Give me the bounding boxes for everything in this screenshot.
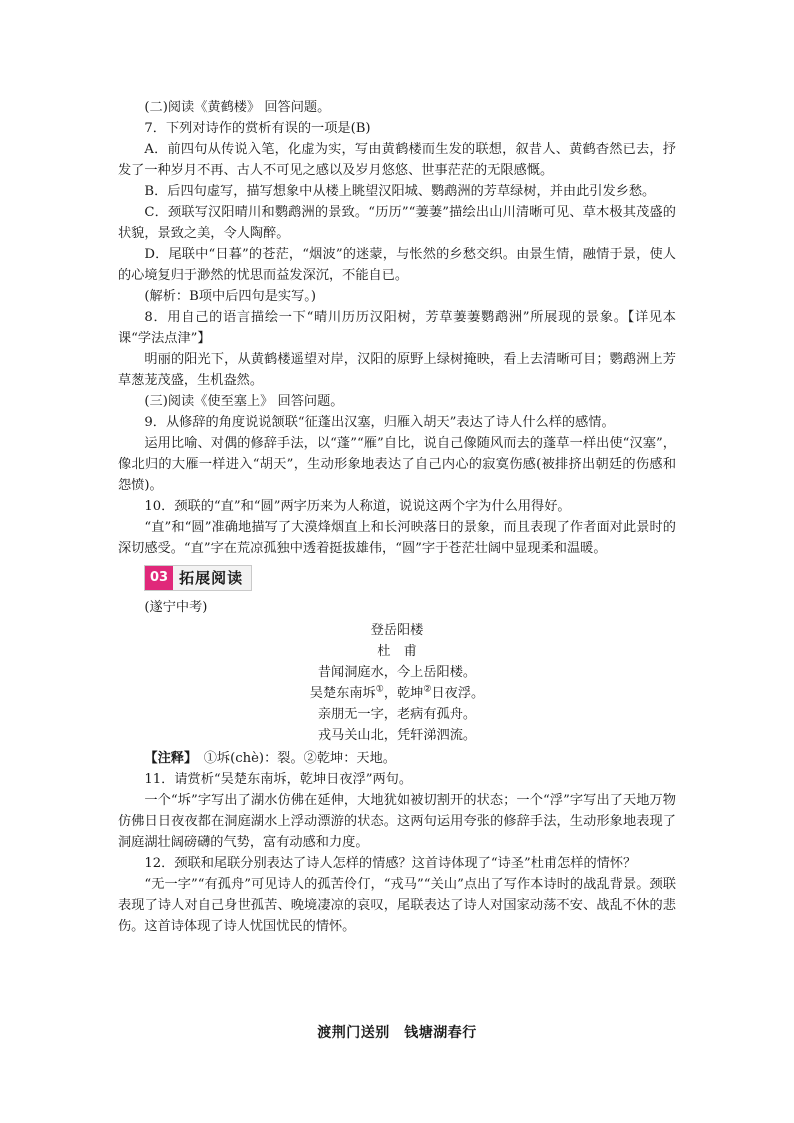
q7-analysis: (解析：B项中后四句是实写。) [144,289,317,304]
answer-12: “无一字”“有孤舟”可见诗人的孤苦伶仃，“戎马”“关山”点出了写作本诗时的战乱背景。颈联表现了诗人对自己身世孤苦、晚境凄凉的哀叹，尾联表达了诗人对国家动荡不安、战乱不休的悲伤。这首诗体现了诗人忧国忧民的情怀。 [118,877,676,934]
question-12: 12．颈联和尾联分别表达了诗人怎样的情感？这首诗体现了“诗圣”杜甫怎样的情怀？ [144,856,637,871]
poem-line-1: 昔闻洞庭水，今上岳阳楼。 [317,665,477,680]
poem-line-2-part-c: 日夜浮。 [431,686,485,701]
badge-number: 03 [145,566,173,590]
poem-line-3: 亲朋无一字，老病有孤舟。 [317,707,477,722]
answer-9: 运用比喻、对偶的修辞手法，以“蓬”“雁”自比，说自己像随风而去的蓬草一样出使“汉塞”，像北归的大雁一样进入“胡天”，生动形象地表达了自己内心的寂寞伤感(被排挤出朝廷的伤感和怨愤)。 [118,436,676,493]
footnote-marker-1: ① [375,684,384,695]
question-8: 8．用自己的语言描绘一下“晴川历历汉阳树，芳草萋萋鹦鹉洲”所展现的景象。【详见本课“学法点津”】 [118,310,676,346]
next-lesson-title: 渡荆门送别 钱塘湖春行 [317,1025,477,1041]
question-9: 9．从修辞的角度说说颔联“征蓬出汉塞，归雁入胡天”表达了诗人什么样的感情。 [144,415,615,430]
poem-line-2-part-b: ，乾坤 [383,686,424,701]
poem-line-4: 戎马关山北，凭轩涕泗流。 [317,728,477,743]
poem-line-2 [118,683,676,704]
option-a: A．前四句从传说入笔，化虚为实，写由黄鹤楼而生发的联想，叙昔人、黄鹤杳然已去，抒发了一种岁月不再、古人不可见之感以及岁月悠悠、世事茫茫的无限感慨。 [118,142,676,178]
question-11: 11．请赏析“吴楚东南坼，乾坤日夜浮”两句。 [144,772,413,787]
extended-reading-badge [144,565,252,591]
poem-title: 登岳阳楼 [370,623,424,638]
answer-11: 一个“坼”字写出了湖水仿佛在延伸，大地犹如被切割开的状态；一个“浮”字写出了天地万物仿佛日日夜夜都在洞庭湖水上浮动漂游的状态。这两句运用夸张的修辞手法，生动形象地表现了洞庭湖壮阔磅礴的气势，富有动感和力度。 [118,793,676,850]
section3-heading: (三)阅读《使至塞上》 回答问题。 [144,394,344,409]
annotation-label: 【注释】 [144,751,191,766]
content-column [118,97,676,937]
poem-line-2-part-a: 吴楚东南坼 [309,686,376,701]
option-b: B．后四句虚写，描写想象中从楼上眺望汉阳城、鹦鹉洲的芳草绿树，并由此引发乡愁。 [144,184,656,199]
poem-block [118,620,676,746]
annotation-text: ①坼(chè)：裂。②乾坤：天地。 [190,751,396,766]
answer-8: 明丽的阳光下，从黄鹤楼遥望对岸，汉阳的原野上绿树掩映，看上去清晰可目；鹦鹉洲上芳草葱茏茂盛，生机盎然。 [118,352,676,388]
question-7: 7．下列对诗作的赏析有误的一项是(B) [144,121,371,136]
poem-author: 杜 甫 [377,644,417,659]
source-note: (遂宁中考) [144,600,208,615]
option-d: D．尾联中“日暮”的苍茫，“烟波”的迷蒙，与怅然的乡愁交织。由景生情，融情于景，使人的心境复归于渺然的忧思而益发深沉，不能自已。 [118,247,676,283]
section2-heading: (二)阅读《黄鹤楼》 回答问题。 [144,100,331,115]
option-c: C．颈联写汉阳晴川和鹦鹉洲的景致。“历历”“萋萋”描绘出山川清晰可见、草木极其茂盛的状貌，景致之美，令人陶醉。 [118,205,676,241]
footnote-marker-2: ② [423,684,432,695]
question-10: 10．颈联的“直”和“圆”两字历来为人称道，说说这两个字为什么用得好。 [144,499,571,514]
answer-10: “直”和“圆”准确地描写了大漠烽烟直上和长河映落日的景象，而且表现了作者面对此景时的深切感受。“直”字在荒凉孤独中透着挺拔雄伟，“圆”字于苍茫壮阔中显现柔和温暖。 [118,520,676,556]
badge-label: 拓展阅读 [179,568,244,587]
annotation [118,748,676,769]
